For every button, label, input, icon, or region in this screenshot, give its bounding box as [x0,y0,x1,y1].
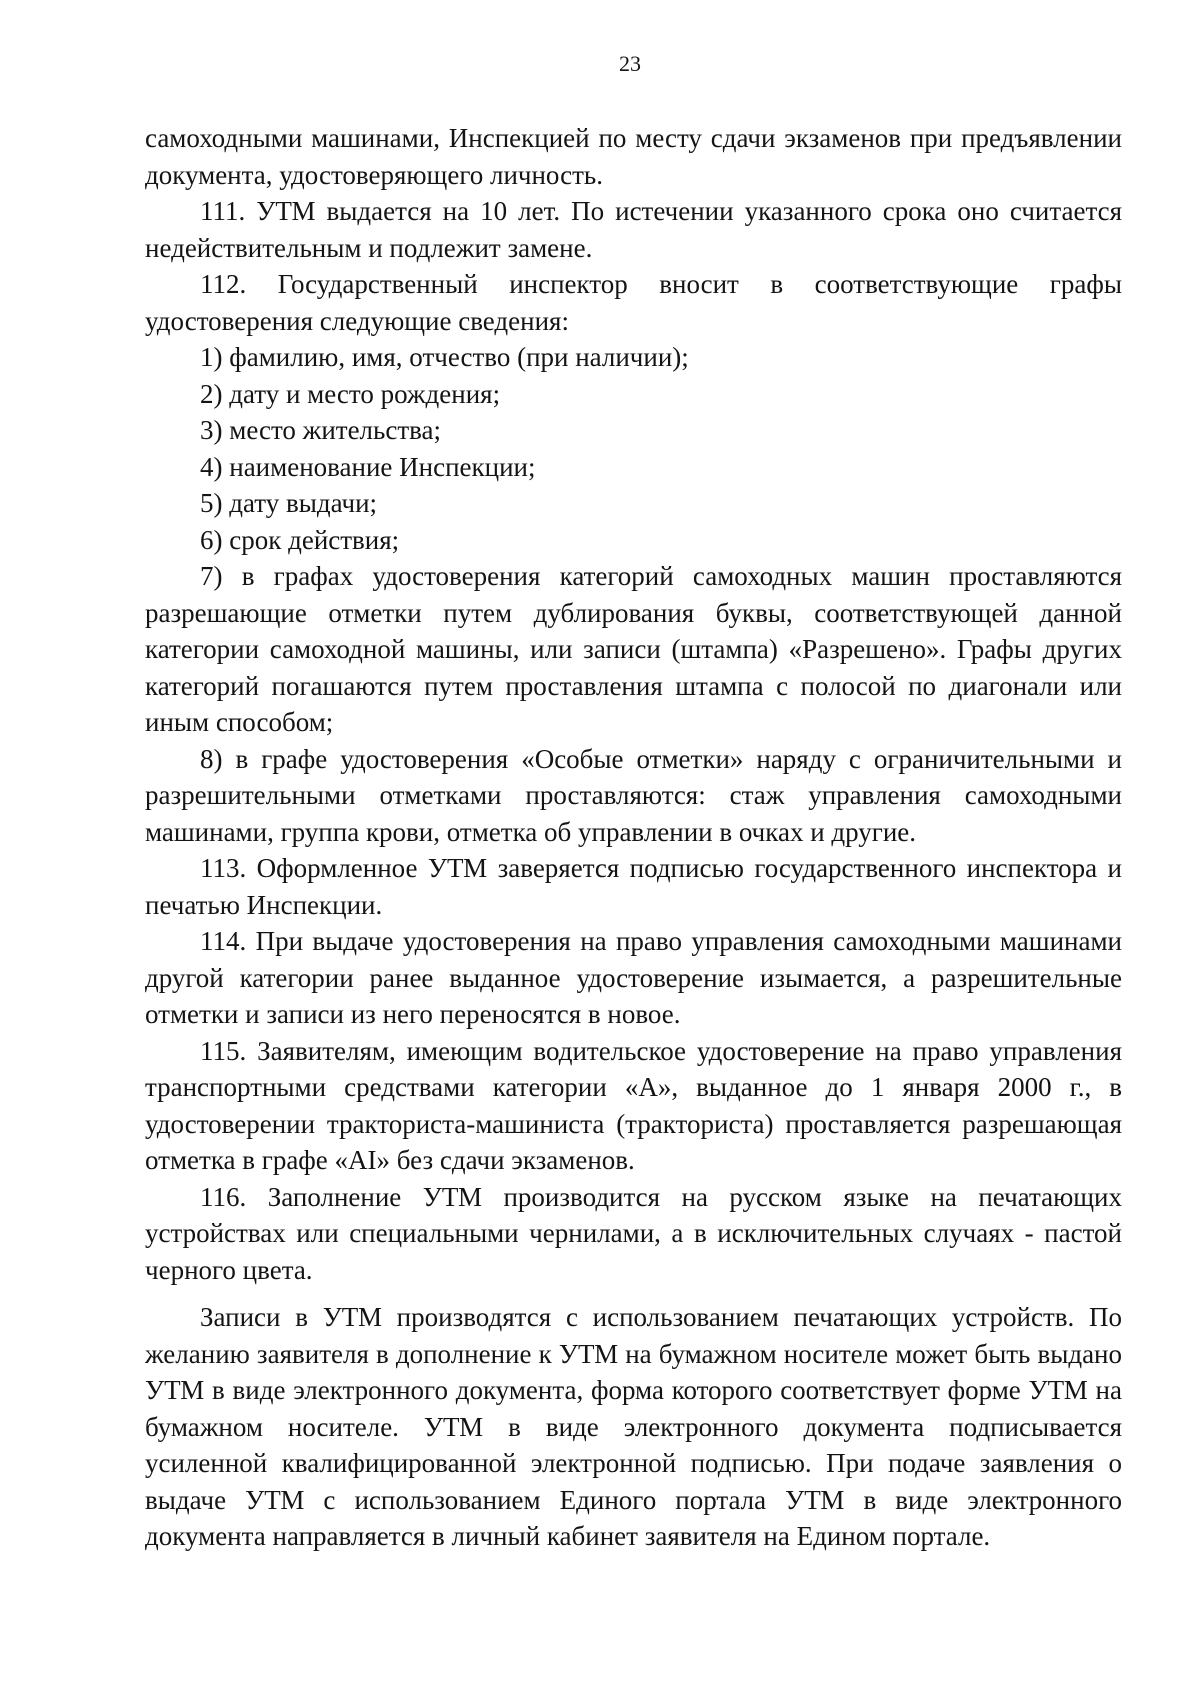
list-item-7: 7) в графах удостоверения категорий самоходных машин проставляются разрешающие отметки путем дублирования буквы, соответствующей данной категории самоходной машины, или записи (штампа) «Разрешено». Графы других категорий погашаются путем проставления штампа с полосой по диагонали или иным способом; [145,561,1122,737]
paragraph-continuation: самоходными машинами, Инспекцией по месту сдачи экзаменов при предъявлении документа, удостоверяющего личность. [145,123,1122,190]
list-item-5: 5) дату выдачи; [200,488,378,518]
list-item-1: 1) фамилию, имя, отчество (при наличии); [200,342,689,372]
list-item-6: 6) срок действия; [200,524,400,555]
paragraph-114: 114. При выдаче удостоверения на право управления самоходными машинами другой категории ранее выданное удостоверение изымается, а разрешительные отметки и записи из него переносятся в новое. [145,926,1122,1029]
paragraph-112: 112. Государственный инспектор вносит в соответствующие графы удостоверения следующие сведения: [145,269,1122,336]
list-item-2: 2) дату и место рождения; [200,378,501,409]
paragraph-115: 115. Заявителям, имеющим водительское удостоверение на право управления транспортными средствами категории «A», выданное до 1 января 2000 г., в удостоверении тракториста-машиниста (тракториста) проставляется разрешающая отметка в графе «AI» без сдачи экзаменов. [145,1035,1122,1175]
list-item-3: 3) место жительства; [200,415,441,445]
paragraph-113: 113. Оформленное УТМ заверяется подписью государственного инспектора и печатью Инспекции. [145,853,1122,920]
list-item-8: 8) в графе удостоверения «Особые отметки» наряду с ограничительными и разрешительными отметками проставляются: стаж управления самоходными машинами, группа крови, отметка об управлении в очках и другие. [145,743,1122,847]
document-body [145,120,1122,1555]
paragraph-records: Записи в УТМ производятся с использованием печатающих устройств. По желанию заявителя в дополнение к УТМ на бумажном носителе может быть выдано УТМ в виде электронного документа, форма которого соответствует форме УТМ на бумажном носителе. УТМ в виде электронного документа подписывается усиленной квалифицированной электронной подписью. При подаче заявления о выдаче УТМ с использованием Единого портала УТМ в виде электронного документа направляется в личный кабинет заявителя на Едином портале. [145,1302,1122,1551]
list-item-4: 4) наименование Инспекции; [200,451,536,482]
paragraph-116: 116. Заполнение УТМ производится на русском языке на печатающих устройствах или специальными чернилами, а в исключительных случаях - пастой черного цвета. [145,1181,1122,1285]
paragraph-111: 111. УТМ выдается на 10 лет. По истечении указанного срока оно считается недействительным и подлежит замене. [145,196,1122,263]
page-number: 23 [619,51,641,76]
